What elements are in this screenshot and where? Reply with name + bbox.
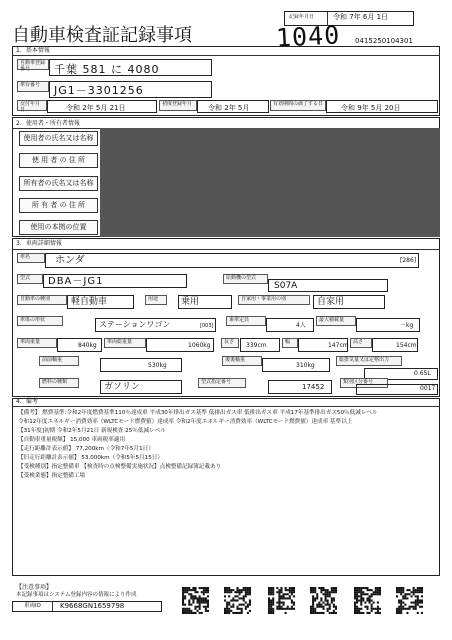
weight-label: 車両重量 <box>17 338 57 348</box>
section4-heading: 4．備考 <box>16 398 38 405</box>
remarks-text <box>18 409 436 481</box>
registration-label: 自動車登録番号 <box>17 59 49 70</box>
capacity-value: 4人 <box>296 322 306 329</box>
record-date-label: 記録年月日 <box>289 14 315 20</box>
remarks-line: 【受検種別】指定整備車 【検査時の点検整備実施状況】点検整備記録簿記載あり <box>18 464 222 470</box>
owner-info-redaction <box>100 128 440 237</box>
weight-value: 840kg <box>78 342 97 349</box>
category-label: 類別区分番号 <box>340 378 388 388</box>
qr-code-3 <box>268 587 295 614</box>
expiry-value: 令和 9年 5月 20日 <box>341 104 401 112</box>
capacity-label: 乗車定員 <box>226 316 266 326</box>
height-label: 高さ <box>350 338 372 348</box>
engine-value: S07A <box>274 281 298 291</box>
issue-date-value: 令和 2年 5月 21日 <box>66 104 126 112</box>
document-title: 自動車検査証記録事項 <box>12 25 192 46</box>
vehicle-id-label: 車両ID <box>24 603 41 609</box>
document-code: 0415250104301 <box>355 37 413 45</box>
use-value: 乗用 <box>181 297 200 307</box>
qr-code-4 <box>310 587 337 614</box>
qr-code-5 <box>354 587 381 614</box>
gross-label: 車両総重量 <box>104 338 146 348</box>
remarks-line: 【旧走行距離計表示値】 53,000km（令和5年5月15日） <box>18 455 163 461</box>
vehicle-id-value: K9668GN1659798 <box>60 602 125 610</box>
type-designation-label: 型式指定番号 <box>198 378 246 388</box>
first-reg-value: 令和 2年 5月 <box>208 104 250 112</box>
remarks-line: 【31年度]初期 令和2年5月21日 新規検査 25％低減レベル <box>18 428 166 434</box>
length-value: 339cm <box>246 342 267 349</box>
type-designation-value: 17452 <box>302 383 325 391</box>
front-axle-value: 530kg <box>148 362 167 369</box>
height-value: 154cm <box>396 342 417 349</box>
body-value: ステーションワゴン <box>99 320 171 329</box>
expiry-label: 有効期間の満了する日 <box>270 100 326 111</box>
owner-name-label: 所有者の氏名又は名称 <box>19 176 98 191</box>
record-date-value: 令和 7年 6月 1日 <box>333 13 389 21</box>
rear-axle-label: 後後軸重 <box>222 356 262 366</box>
purpose-label: 自家用・事業用の別 <box>238 295 310 305</box>
qr-code-2 <box>224 587 251 614</box>
owner-address-label: 所 有 者 の 住 所 <box>19 198 98 213</box>
maker-value: ホンダ <box>55 255 85 266</box>
remarks-line: 【走行距離計表示値】 77,200km（令和7年5月1日） <box>18 446 154 452</box>
max-load-value: －kg <box>400 322 414 329</box>
handwritten-number: 1040 <box>275 20 341 53</box>
chassis-value: JG1－3301256 <box>54 84 144 97</box>
notice-label: 【注意事項】 <box>16 584 53 591</box>
front-axle-label: 前前軸重 <box>39 356 79 366</box>
remarks-line: 【自動車重量税額】 15,000 車両税率適用 <box>18 437 126 443</box>
registration-value: 千葉 581 に 4080 <box>54 63 160 76</box>
chassis-label: 車台番号 <box>17 81 49 92</box>
remarks-line: 【備考】 燃費基準:令和2年度燃費基準110％達成車 平成30年排出ガス基準 低排出ガス車 低排出ガス車 平成17年基準排出ガス50％低減レベル <box>18 410 378 416</box>
model-label: 型式 <box>17 274 43 284</box>
max-load-label: 最大積載量 <box>316 316 356 326</box>
length-label: 長さ <box>221 338 239 348</box>
maker-label: 車名 <box>17 253 45 263</box>
kind-label: 自動車の種別 <box>17 295 67 305</box>
use-label: 用途 <box>145 295 167 305</box>
displacement-label: 総排気量又は定格出力 <box>336 356 402 366</box>
rear-axle-value: 310kg <box>296 362 315 369</box>
qr-code-6 <box>396 587 423 614</box>
notice-text: 本記録事項はシステム登録内容の情報により作成 <box>16 592 137 598</box>
maker-code: [286] <box>400 257 417 264</box>
displacement-value: 0.65L <box>414 370 431 377</box>
first-reg-label: 初度登録年月 <box>159 100 197 111</box>
user-address-label: 使 用 者 の 住 所 <box>19 153 98 168</box>
kind-value: 軽自動車 <box>71 297 108 307</box>
body-label: 車体の形状 <box>17 316 63 326</box>
purpose-value: 自家用 <box>317 297 345 307</box>
issue-date-label: 交付年月日 <box>17 100 47 111</box>
user-name-label: 使用者の氏名又は名称 <box>19 131 98 146</box>
body-code: [003] <box>200 323 214 329</box>
width-value: 147cm <box>328 342 349 349</box>
remarks-line: 【受検業態】指定整備工場 <box>18 473 86 479</box>
section2-heading: 2．使用者・所有者情報 <box>16 120 80 127</box>
fuel-label: 燃料の種類 <box>39 378 79 388</box>
engine-label: 原動機の型式 <box>223 274 268 284</box>
model-value: DBA－JG1 <box>48 276 104 287</box>
width-label: 幅 <box>282 338 298 348</box>
category-value: 0017 <box>420 385 436 392</box>
gross-value: 1060kg <box>188 342 211 349</box>
fuel-value: ガソリン <box>104 382 141 392</box>
remarks-line: 令和12年度エネルギー消費効率（WLTCモード燃費値）達成率 令和2年度エネルギー消費効率（WLTCモード燃費値）達成率 基準以上 <box>18 419 353 425</box>
qr-code-1 <box>182 587 209 614</box>
section3-heading: 3．車両詳細情報 <box>16 240 62 247</box>
base-location-label: 使用の本拠の位置 <box>19 220 98 235</box>
section1-heading: 1．基本情報 <box>16 47 50 54</box>
